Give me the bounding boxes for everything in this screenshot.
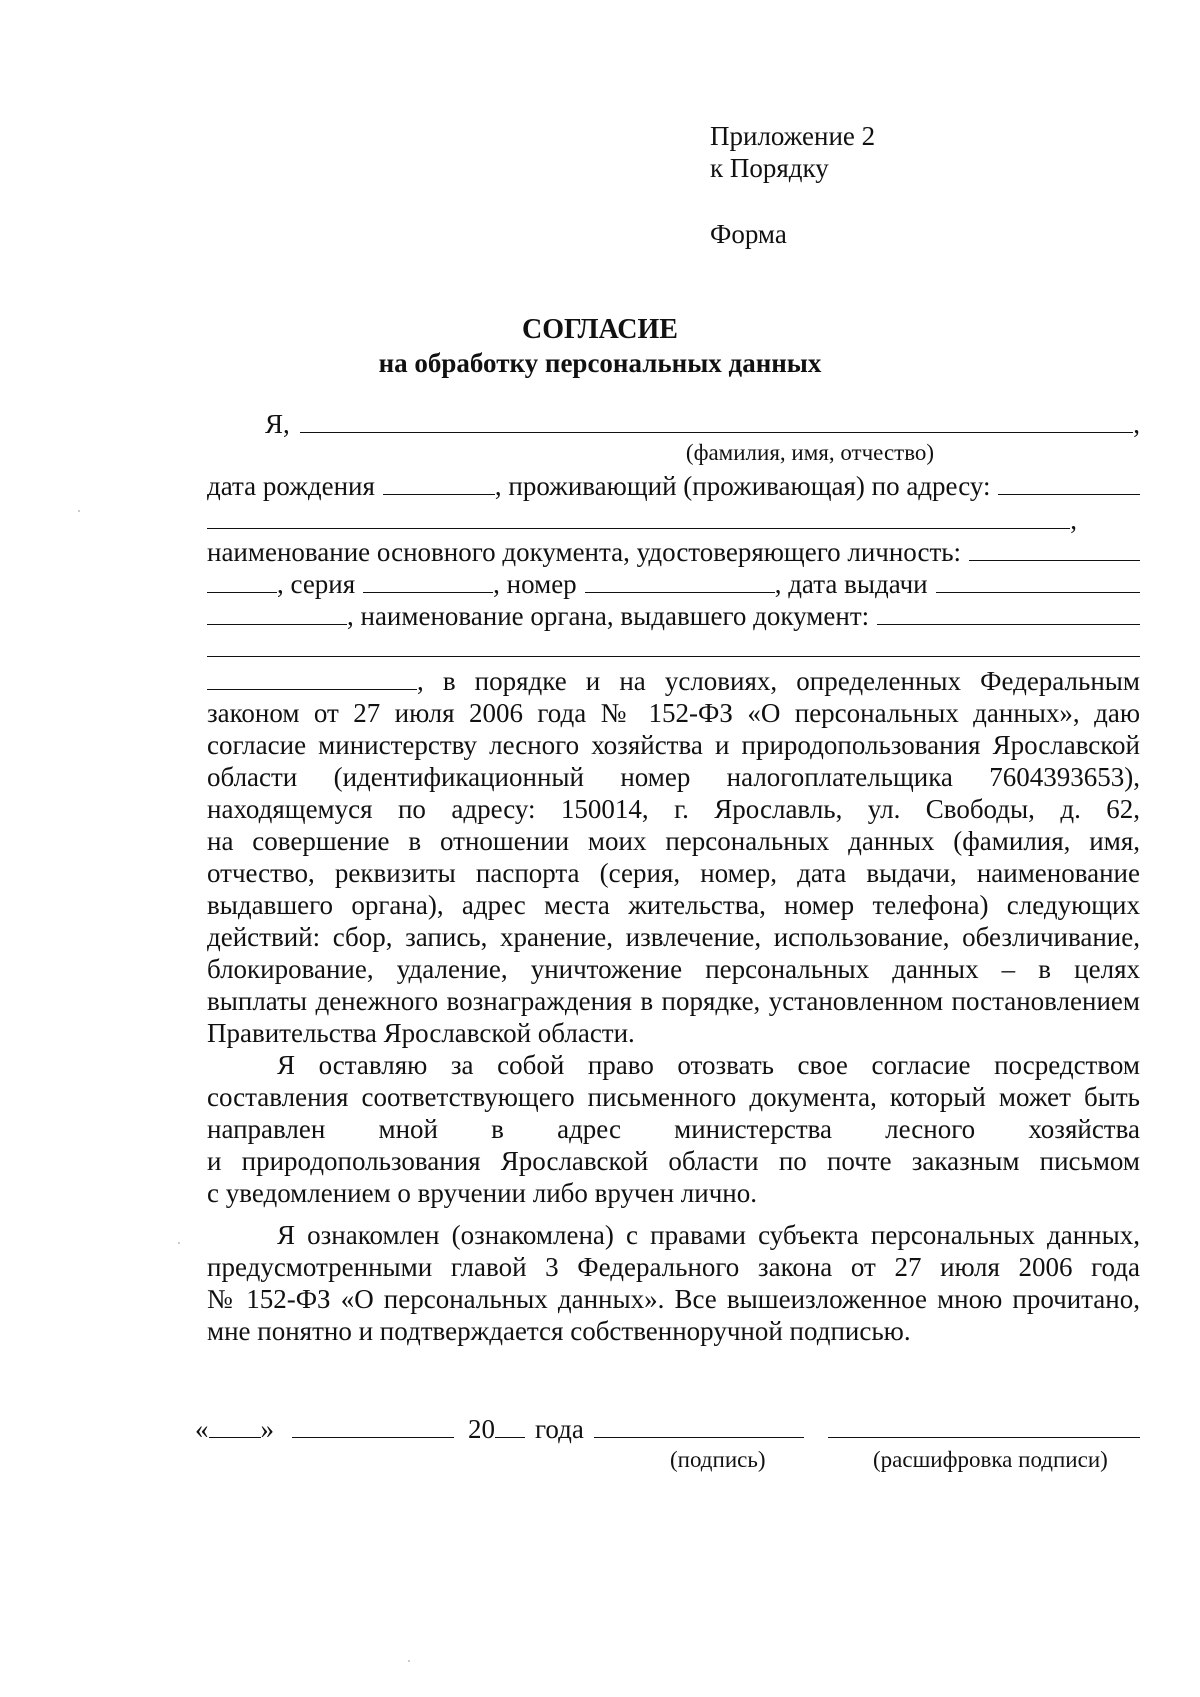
full-name-field[interactable] [300,408,1133,433]
document-subtitle: на обработку персональных данных [378,348,822,378]
paragraph-1-first-line [207,665,1140,697]
document-details-row [207,568,1140,600]
day-field[interactable] [209,1413,261,1438]
paragraph-1-line: находящемуся по адресу: 150014, г. Ярославль, ул. Свободы, д. 62, [207,794,1140,824]
year-field[interactable] [495,1413,525,1438]
quote-open: « [195,1414,209,1444]
address-continuation-row [207,504,1077,536]
birth-date-field[interactable] [383,470,495,495]
identity-document-row [207,536,1140,568]
full-name-caption: (фамилия, имя, отчество) [685,440,935,465]
birth-date-label: дата рождения [207,471,375,501]
month-field[interactable] [292,1413,454,1438]
address-field[interactable] [998,470,1140,495]
full-name-comma: , [1133,409,1140,439]
paragraph-3-line: № 152-ФЗ «О персональных данных». Все вышеизложенное мною прочитано, [207,1284,1140,1314]
document-title: СОГЛАСИЕ [522,314,678,345]
address-comma: , [1070,505,1077,535]
paragraph-1-line: согласие министерству лесного хозяйства и природопользования Ярославской [207,730,1140,760]
issuer-continuation-row [207,632,1140,664]
signature-decode-field[interactable] [828,1413,1140,1438]
issuer-field[interactable] [877,600,1140,625]
issue-date-label: , дата выдачи [774,569,928,599]
residing-label: , проживающий (проживающая) по адресу: [494,471,991,501]
series-label: , серия [277,569,356,599]
issuer-code-field[interactable] [207,600,347,625]
identity-document-field[interactable] [969,536,1140,561]
paragraph-1-first-text: , в порядке и на условиях, определенных Федеральным [417,666,1140,696]
i-prefix: Я, [265,409,290,439]
full-name-row [265,408,1140,440]
paragraph-3-line: Я ознакомлен (ознакомлена) с правами субъекта персональных данных, [277,1220,1140,1250]
signature-field[interactable] [594,1413,804,1438]
paragraph-1-line: на совершение в отношении моих персональных данных (фамилия, имя, [207,826,1140,856]
signature-decode-caption: (расшифровка подписи) [873,1447,1108,1472]
scan-speck [78,510,80,512]
issuer-row [207,600,1140,632]
paragraph-2-last-line: с уведомлением о вручении либо вручен лично. [207,1178,758,1208]
number-label: , номер [493,569,577,599]
issue-date-field[interactable] [936,568,1140,593]
paragraph-2-line: и природопользования Ярославской области по почте заказным письмом [207,1146,1140,1176]
issuer-end-field[interactable] [207,665,417,690]
paragraph-1-line: блокирование, удаление, уничтожение персональных данных – в целях [207,954,1140,984]
paragraph-1-line: отчество, реквизиты паспорта (серия, номер, дата выдачи, наименование [207,858,1140,888]
order-reference: к Порядку [710,153,829,183]
quote-close: » [260,1414,274,1444]
signature-row [195,1413,1140,1445]
paragraph-2-line: направлен мной в адрес министерства лесного хозяйства [207,1114,1140,1144]
year-prefix: 20 [468,1414,495,1444]
document-type-field[interactable] [207,568,277,593]
paragraph-2-line: составления соответствующего письменного документа, который может быть [207,1082,1140,1112]
paragraph-1-line: законом от 27 июля 2006 года № 152-ФЗ «О персональных данных», даю [207,698,1140,728]
paragraph-3-last-line: мне понятно и подтверждается собственноручной подписью. [207,1316,911,1346]
paragraph-1-line: выплаты денежного вознаграждения в порядке, установленном постановлением [207,986,1140,1016]
year-suffix: года [535,1414,584,1444]
identity-document-label: наименование основного документа, удостоверяющего личность: [207,537,962,567]
scan-speck [408,1660,410,1662]
birth-address-row [207,470,1140,502]
appendix-label: Приложение 2 [710,121,876,151]
issuer-label: , наименование органа, выдавшего документ: [347,601,870,631]
issuer-continuation-field[interactable] [207,632,1140,657]
paragraph-1-last-line: Правительства Ярославской области. [207,1018,635,1048]
number-field[interactable] [585,568,775,593]
paragraph-1-line: области (идентификационный номер налогоплательщика 7604393653), [207,762,1140,792]
address-continuation-field[interactable] [207,504,1070,529]
paragraph-1-line: действий: сбор, запись, хранение, извлечение, использование, обезличивание, [207,922,1140,952]
paragraph-1-line: выдавшего органа), адрес места жительства, номер телефона) следующих [207,890,1140,920]
signature-caption: (подпись) [670,1447,766,1472]
form-label: Форма [710,219,787,249]
series-field[interactable] [363,568,493,593]
scan-speck [178,1242,180,1244]
paragraph-2-line: Я оставляю за собой право отозвать свое согласие посредством [277,1050,1140,1080]
paragraph-3-line: предусмотренными главой 3 Федерального закона от 27 июля 2006 года [207,1252,1140,1282]
